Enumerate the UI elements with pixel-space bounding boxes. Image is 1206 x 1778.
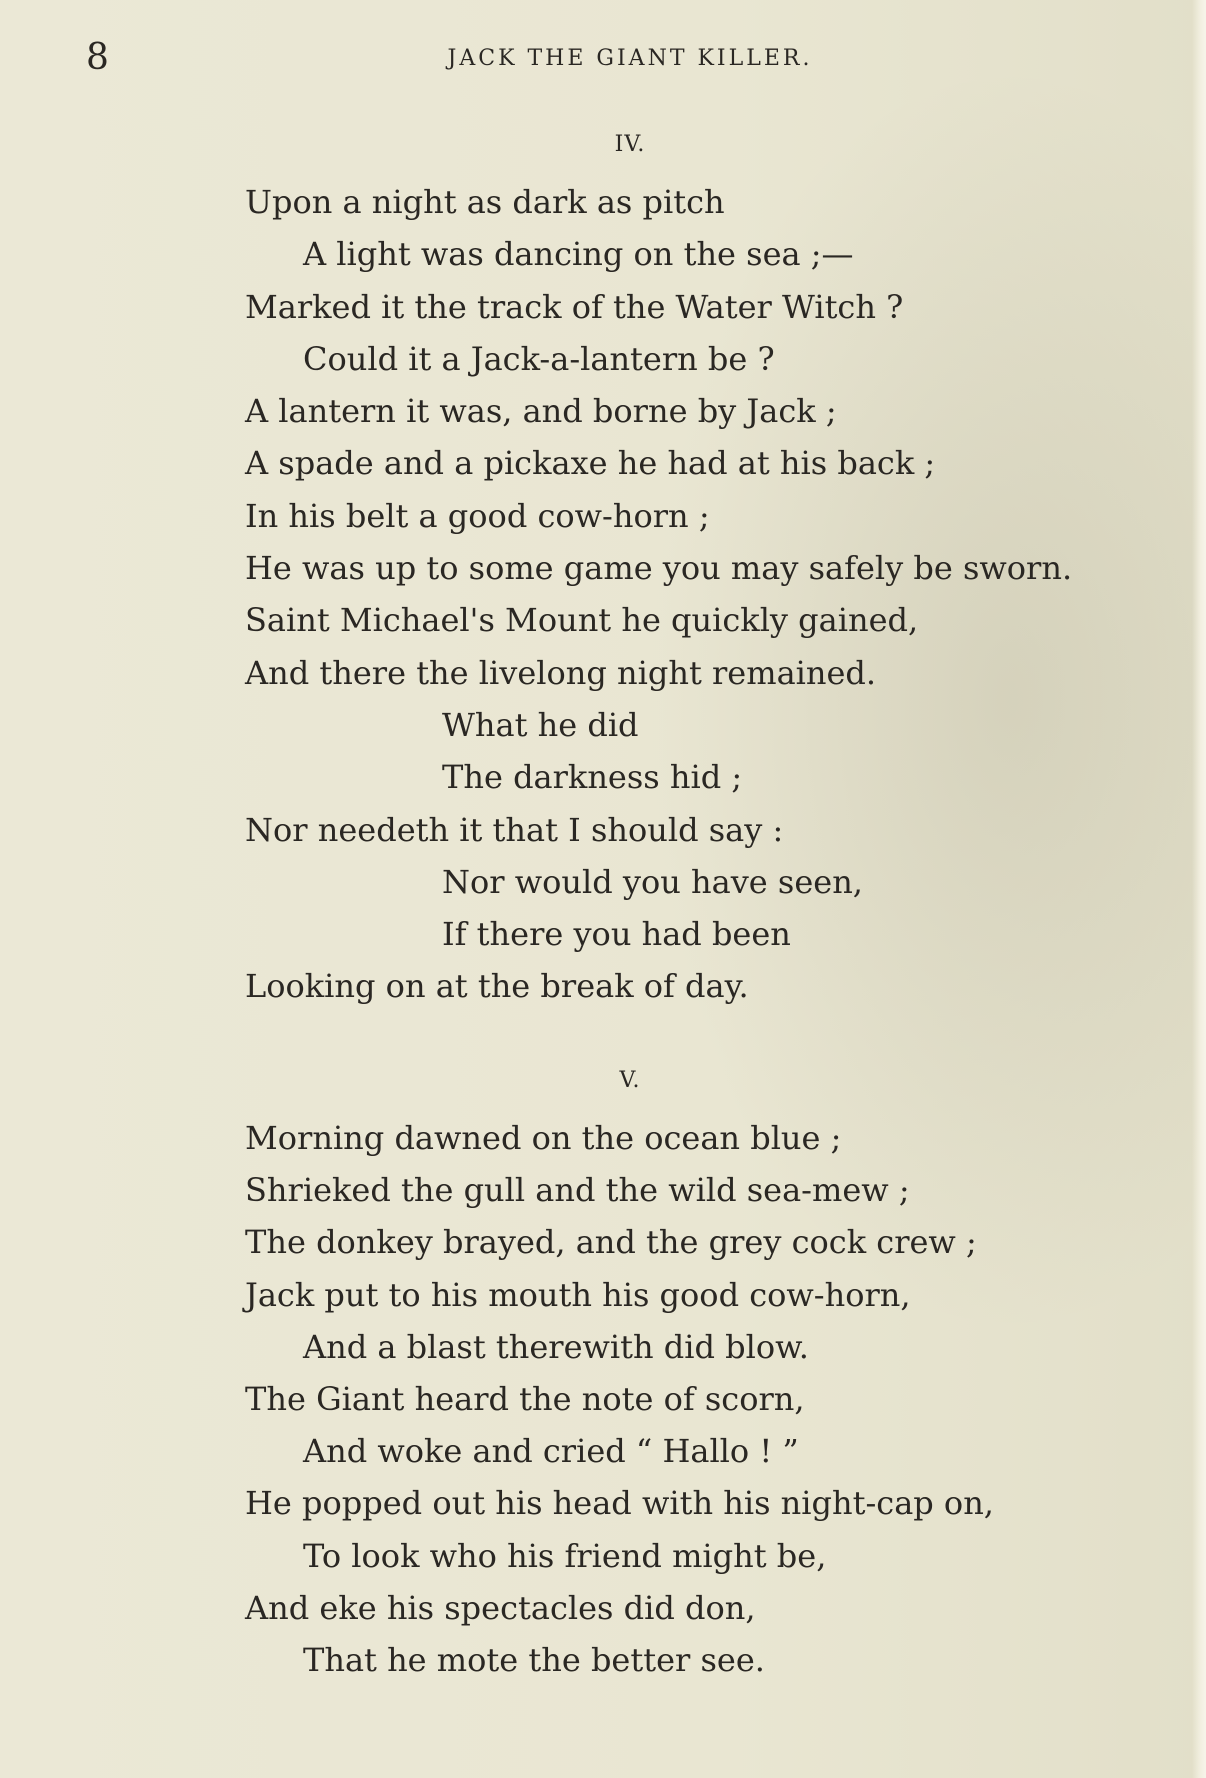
poem-line: To look who his friend might be, xyxy=(303,1536,827,1575)
poem-line: And there the livelong night remained. xyxy=(245,653,877,692)
poem-line: Jack put to his mouth his good cow-horn, xyxy=(245,1275,911,1314)
poem-line: And eke his spectacles did don, xyxy=(245,1588,756,1627)
poem-line: He popped out his head with his night-cap on, xyxy=(245,1484,994,1523)
poem-line: Nor would you have seen, xyxy=(442,862,863,901)
poem-line: The darkness hid ; xyxy=(442,758,743,797)
poem-line: What he did xyxy=(442,705,639,744)
poem-line: The Giant heard the note of scorn, xyxy=(245,1379,805,1418)
page-number: 8 xyxy=(86,37,109,78)
poem-line: Upon a night as dark as pitch xyxy=(245,183,725,221)
poem-line: Marked it the track of the Water Witch ? xyxy=(245,287,904,326)
poem-line: A lantern it was, and borne by Jack ; xyxy=(245,392,837,431)
poem-line: Saint Michael's Mount he quickly gained, xyxy=(245,601,919,640)
page-edge xyxy=(1192,0,1206,1778)
poem-line: He was up to some game you may safely be sworn. xyxy=(245,549,1073,588)
poem-line: A light was dancing on the sea ;— xyxy=(303,235,854,274)
poem-line: Looking on at the break of day. xyxy=(245,967,749,1006)
poem-line: That he mote the better see. xyxy=(303,1640,765,1679)
stanza-number-iv: IV. xyxy=(614,132,646,157)
poem-line: If there you had been xyxy=(442,915,791,954)
poem-line: Morning dawned on the ocean blue ; xyxy=(245,1119,842,1157)
poem-line: A spade and a pickaxe he had at his back ; xyxy=(245,444,936,483)
poem-line: And woke and cried “ Hallo ! ” xyxy=(303,1432,799,1471)
poem-line: The donkey brayed, and the grey cock crew ; xyxy=(245,1223,977,1262)
poem-line: Could it a Jack-a-lantern be ? xyxy=(303,339,775,378)
stanza-number-v: V. xyxy=(619,1068,641,1093)
poem-line: Nor needeth it that I should say : xyxy=(245,810,784,849)
stanza-iv xyxy=(0,176,1072,1013)
stanza-v xyxy=(0,1112,994,1686)
running-title: JACK THE GIANT KILLER. xyxy=(447,46,813,71)
poem-line: And a blast therewith did blow. xyxy=(303,1327,809,1366)
poem-line: In his belt a good cow-horn ; xyxy=(245,496,710,535)
poem-line: Shrieked the gull and the wild sea-mew ; xyxy=(245,1171,910,1210)
